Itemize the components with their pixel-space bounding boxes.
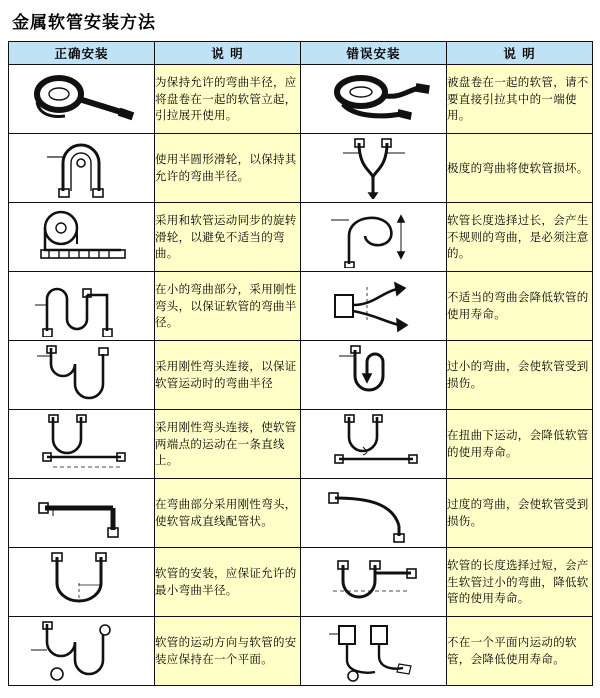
torsion-bend-icon [301,410,447,479]
sharp-bend-hose-icon [301,134,447,203]
description-cell: 被盘卷在一起的软管，请不要直接引拉其中的一端使用。 [447,65,593,134]
table-row [9,617,593,686]
description-cell: 使用半圆形滑轮，以保持其允许的弯曲半径。 [155,134,301,203]
description-cell: 不适当的弯曲会降低软管的使用寿命。 [447,272,593,341]
tangled-coiled-hose-icon [301,65,447,134]
description-cell: 软管的长度选择过短，会产生软管过小的弯曲，降低软管的使用寿命。 [447,548,593,617]
rigid-elbow-u-bend-icon [9,341,155,410]
straight-piping-elbow-icon [9,479,155,548]
description-cell: 在小的弯曲部分，采用刚性弯头，以保证软管的弯曲半径。 [155,272,301,341]
table-row [9,134,593,203]
description-cell: 不在一个平面内运动的软管，会降低使用寿命。 [447,617,593,686]
rigid-elbow-straight-line-icon [9,410,155,479]
description-cell: 采用刚性弯头连接，以保证软管运动时的弯曲半径 [155,341,301,410]
min-bend-radius-u-icon [9,548,155,617]
table-row [9,341,593,410]
description-cell: 过小的弯曲，会使软管受到损伤。 [447,341,593,410]
table-header-row [9,42,593,65]
header-wrong-description: 说 明 [447,42,593,65]
table-row [9,410,593,479]
table-row [9,479,593,548]
table-row [9,65,593,134]
table-row [9,203,593,272]
rigid-elbow-small-bend-icon [9,272,155,341]
semicircular-sheave-icon [9,134,155,203]
table-row [9,548,593,617]
description-cell: 采用刚性弯头连接，使软管两端点的运动在一条直线上。 [155,410,301,479]
coiled-hose-icon [9,65,155,134]
description-cell: 软管的安装，应保证允许的最小弯曲半径。 [155,548,301,617]
header-correct-description: 说 明 [155,42,301,65]
improper-bend-icon [301,272,447,341]
description-cell: 在扭曲下运动，会降低软管的使用寿命。 [447,410,593,479]
description-cell: 过度的弯曲，会使软管受到损伤。 [447,479,593,548]
excessive-bend-icon [301,479,447,548]
description-cell: 为保持允许的弯曲半径，应将盘卷在一起的软管立起，引拉展开使用。 [155,65,301,134]
table-row [9,272,593,341]
description-cell: 软管长度选择过长，会产生不规则的弯曲，是必须注意的。 [447,203,593,272]
page-title: 金属软管安装方法 [12,13,156,33]
long-irregular-loop-icon [301,203,447,272]
header-wrong-install: 错误安装 [301,42,447,65]
description-cell: 在弯曲部分采用刚性弯头，使软管成直线配管状。 [155,479,301,548]
description-cell: 采用和软管运动同步的旋转滑轮，以避免不适当的弯曲。 [155,203,301,272]
out-of-plane-motion-icon [301,617,447,686]
same-plane-motion-icon [9,617,155,686]
rotating-sheave-chain-icon [9,203,155,272]
description-cell: 软管的运动方向与软管的安装应保持在一个平面。 [155,617,301,686]
description-cell: 极度的弯曲将使软管损坏。 [447,134,593,203]
too-long-hose-icon [301,548,447,617]
too-small-bend-icon [301,341,447,410]
hose-installation-table [8,41,593,686]
header-correct-install: 正确安装 [9,42,155,65]
